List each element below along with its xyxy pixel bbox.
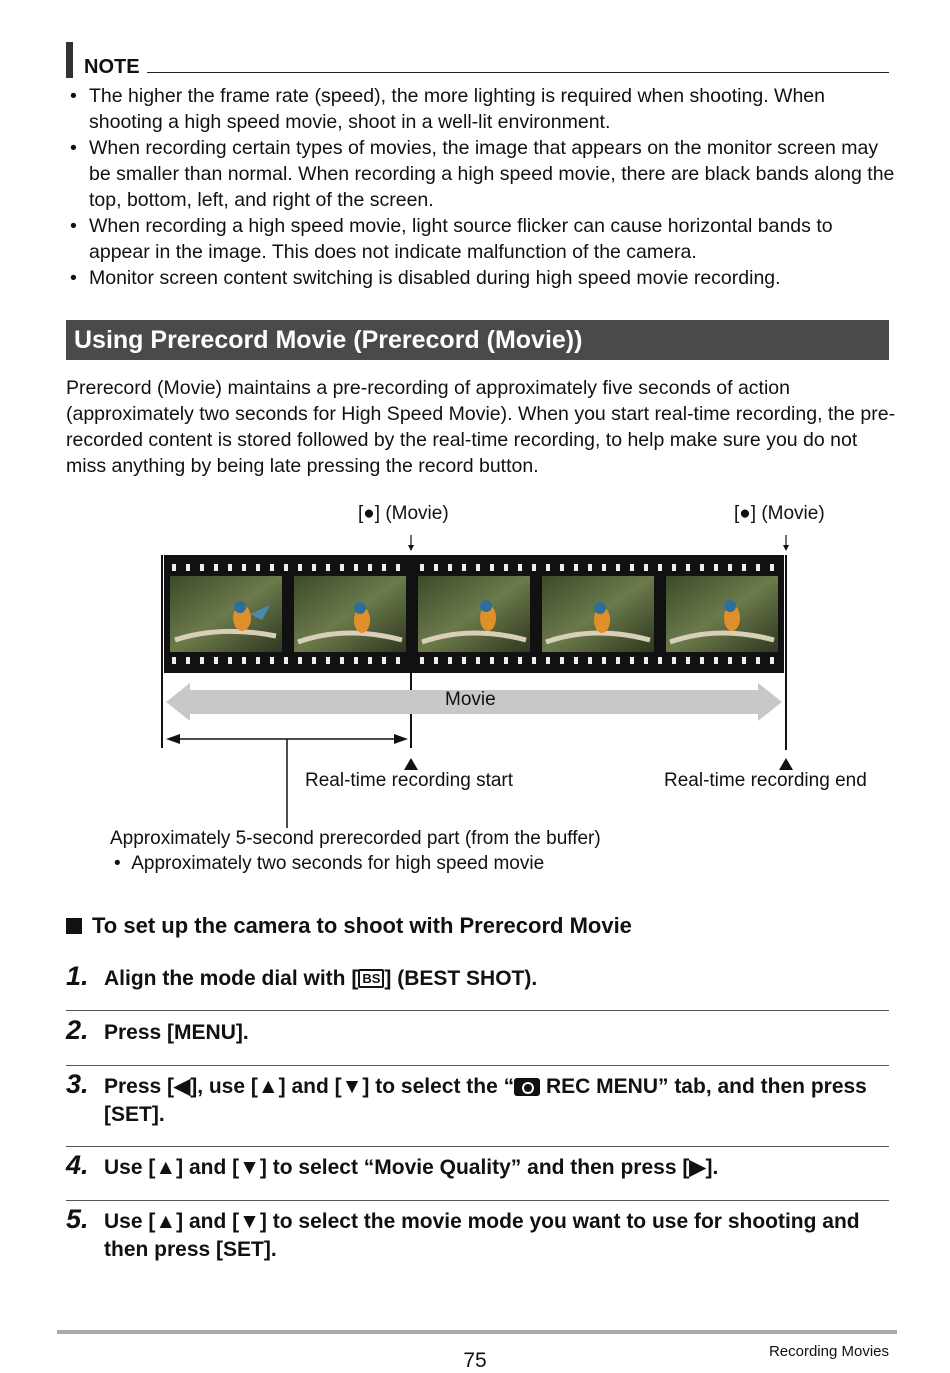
step-divider — [66, 1010, 889, 1011]
film-frame — [418, 576, 530, 652]
film-frame — [666, 576, 778, 652]
best-shot-icon: BS — [358, 969, 384, 988]
start-label: Real-time recording start — [305, 770, 514, 791]
end-label: Real-time recording end — [664, 770, 867, 791]
section-heading: Using Prerecord Movie (Prerecord (Movie)) — [66, 320, 889, 360]
movie-label: Movie — [445, 689, 496, 710]
footer-divider — [57, 1330, 897, 1334]
page-number: 75 — [463, 1349, 487, 1372]
note-title: NOTE — [84, 56, 140, 78]
square-bullet-icon — [66, 918, 82, 934]
step-divider — [66, 1065, 889, 1066]
start-marker — [404, 758, 418, 770]
step-divider — [66, 1146, 889, 1147]
setup-heading: To set up the camera to shoot with Prerecord Movie — [66, 913, 632, 939]
movie-button-end-label: [●] (Movie) — [734, 503, 825, 524]
film-frame — [294, 576, 406, 652]
buffer-label: Approximately 5-second prerecorded part (from the buffer) — [110, 828, 601, 849]
note-item: • When recording certain types of movies, the image that appears on the monitor screen may be smaller than normal. When recording a high speed movie, there are black bands along the top, bottom, left, and right of the screen. — [70, 137, 895, 211]
buffer-note: • Approximately two seconds for high speed movie — [114, 853, 545, 874]
step-divider — [66, 1200, 889, 1201]
camera-icon — [514, 1078, 540, 1096]
note-item: • The higher the frame rate (speed), the more lighting is required when shooting. When shooting a high speed movie, shoot in a well-lit environment. — [70, 85, 825, 133]
movie-button-start-label: [●] (Movie) — [358, 503, 449, 524]
section-intro: Prerecord (Movie) maintains a pre-recording of approximately five seconds of action (approximately two seconds for High Speed Movie). When you start real-time recording, the pre-recorded content is stored followed by the real-time recording, to help make sure you do not miss anything by being late pressing the record button. — [66, 377, 896, 477]
note-item: • When recording a high speed movie, light source flicker can cause horizontal bands to appear in the image. This does not indicate malfunction of the camera. — [70, 215, 833, 263]
end-marker — [779, 758, 793, 770]
film-frame — [542, 576, 654, 652]
footer-section-label: Recording Movies — [768, 1343, 889, 1360]
note-item: • Monitor screen content switching is disabled during high speed movie recording. — [70, 267, 781, 289]
film-frame — [170, 576, 282, 652]
